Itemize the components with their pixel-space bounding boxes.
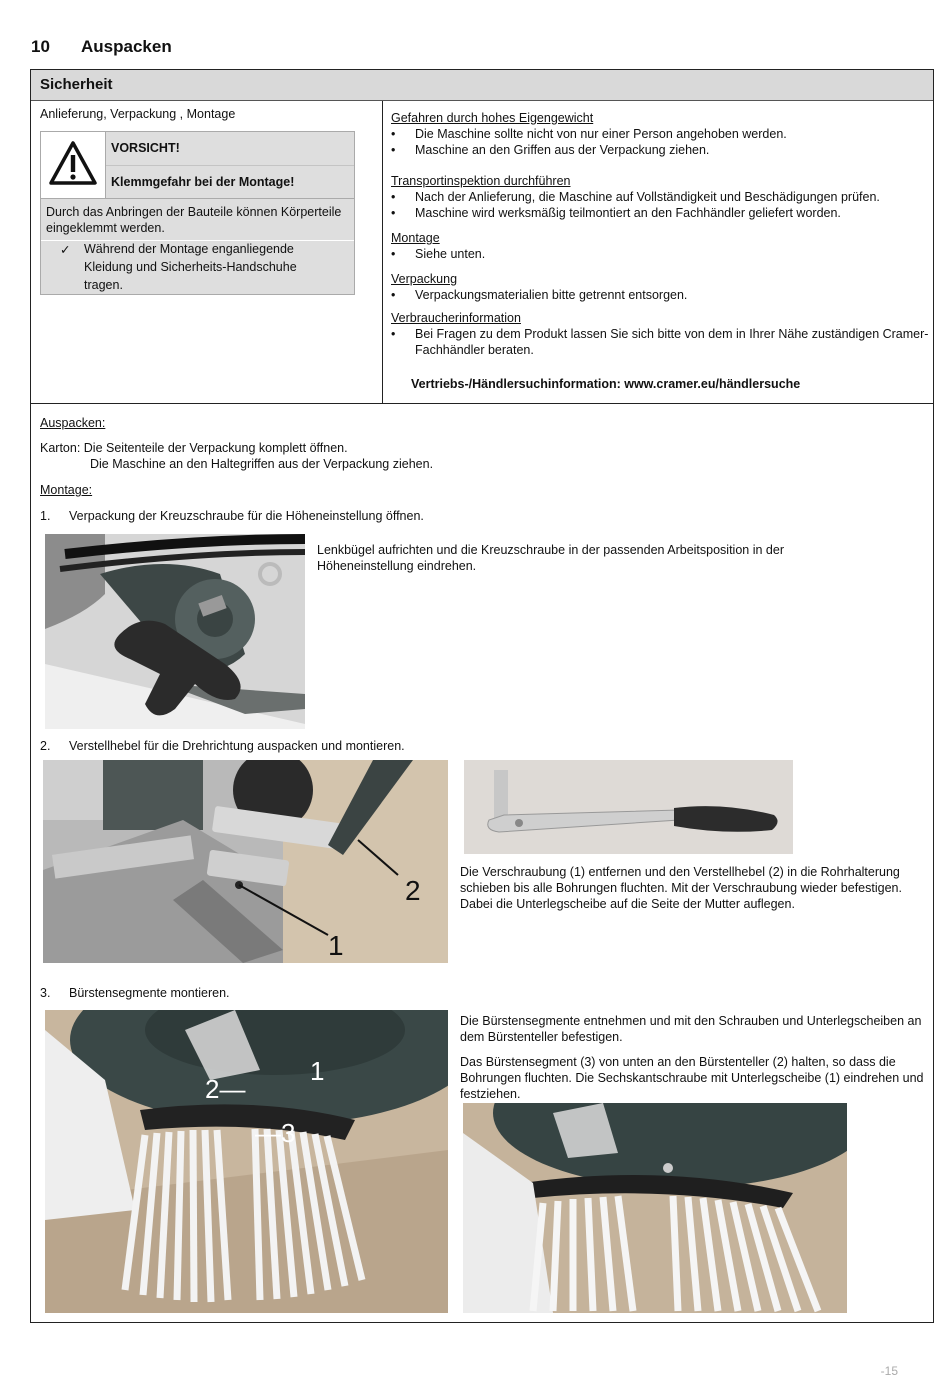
- step-2-description: Die Verschraubung (1) entfernen und den Verstellhebel (2) in die Rohrhalterung schieben bis alle Bohrungen fluchten. Mit der Verschraubung wieder befestigen. Dabei die Unterlegscheibe auf die Seite der Mutter auflegen.: [460, 865, 902, 911]
- warning-measure: Während der Montage enganliegende Kleidung und Sicherheits-Handschuhe tragen.: [84, 242, 297, 292]
- photo-height-adjust-knob: [45, 534, 305, 729]
- step-3-description-1: Die Bürstensegmente entnehmen und mit den Schrauben und Unterlegscheiben an dem Bürstenteller befestigen.: [460, 1014, 922, 1044]
- photo-adjustment-lever: [464, 760, 793, 854]
- list-item: • Verpackungsmaterialien bitte getrennt entsorgen.: [391, 288, 688, 302]
- warning-divider: [41, 198, 354, 199]
- callout-1: 1: [328, 930, 344, 961]
- warning-triangle-icon: [41, 132, 106, 198]
- column-divider: [382, 101, 383, 404]
- section-number: 10: [31, 37, 50, 56]
- callout-brush-1: 1: [310, 1056, 325, 1086]
- warning-signal-word: VORSICHT!: [111, 141, 180, 155]
- list-item: • Bei Fragen zu dem Produkt lassen Sie sich bitte von dem in Ihrer Nähe zuständigen Cramer-Fachhändler beraten.: [391, 327, 929, 357]
- list-item: • Maschine an den Griffen aus der Verpackung ziehen.: [391, 143, 710, 157]
- unpack-heading: Auspacken:: [40, 416, 106, 430]
- list-item: • Maschine wird werksmäßig teilmontiert an den Fachhändler geliefert worden.: [391, 206, 841, 220]
- step-3: 3. Bürstensegmente montieren.: [40, 986, 230, 1000]
- delivery-heading: Anlieferung, Verpackung , Montage: [40, 107, 236, 121]
- photo-lever-assembly: [43, 760, 448, 963]
- warning-hazard: Klemmgefahr bei der Montage!: [111, 175, 295, 189]
- step-3-description-2: Das Bürstensegment (3) von unten an den Bürstenteller (2) halten, so dass die Bohrungen fluchten. Die Sechskantschraube mit Unterlegscheibe (1) eindrehen und festziehen.: [460, 1055, 924, 1101]
- section-title: [31, 37, 172, 57]
- list-item: • Die Maschine sollte nicht von nur einer Person angehoben werden.: [391, 127, 787, 141]
- unpack-line-1: Karton: Die Seitenteile der Verpackung komplett öffnen.: [40, 441, 348, 455]
- dealer-info: Vertriebs-/Händlersuchinformation: www.cramer.eu/händlersuche: [411, 377, 801, 391]
- callout-2: 2: [405, 875, 421, 906]
- heading-weight: Gefahren durch hohes Eigengewicht: [391, 111, 594, 125]
- unpack-line-2: Die Maschine an den Haltegriffen aus der Verpackung ziehen.: [90, 457, 434, 471]
- callout-brush-2: 2—: [205, 1074, 246, 1104]
- checkmark-icon: ✓: [60, 243, 71, 257]
- heading-packaging: Verpackung: [391, 272, 458, 286]
- list-item: • Nach der Anlieferung, die Maschine auf Vollständigkeit und Beschädigungen prüfen.: [391, 190, 880, 204]
- step-2: 2. Verstellhebel für die Drehrichtung auspacken und montieren.: [40, 739, 405, 753]
- warning-hazard-row: [106, 166, 354, 198]
- step-1-description: Lenkbügel aufrichten und die Kreuzschraube in der passenden Arbeitsposition in der Höheneinstellung eindrehen.: [317, 543, 784, 573]
- assembly-heading: Montage:: [40, 483, 93, 497]
- heading-inspection: Transportinspektion durchführen: [391, 174, 571, 188]
- section-heading: Auspacken: [81, 37, 172, 56]
- list-item: • Siehe unten.: [391, 247, 486, 261]
- photo-brush-segment: [45, 1010, 448, 1313]
- row-divider: [31, 403, 933, 404]
- callout-brush-3: —3: [255, 1118, 296, 1148]
- warning-cause: Durch das Anbringen der Bauteile können Körperteile eingeklemmt werden.: [46, 205, 342, 235]
- heading-consumer-info: Verbraucherinformation: [391, 311, 521, 325]
- heading-assembly: Montage: [391, 231, 440, 245]
- warning-signal-row: [106, 132, 354, 166]
- photo-brush-mounted: [463, 1103, 847, 1313]
- page-number: -15: [880, 1364, 898, 1378]
- step-1: 1. Verpackung der Kreuzschraube für die Höheneinstellung öffnen.: [40, 509, 424, 523]
- safety-header: Sicherheit: [31, 70, 933, 101]
